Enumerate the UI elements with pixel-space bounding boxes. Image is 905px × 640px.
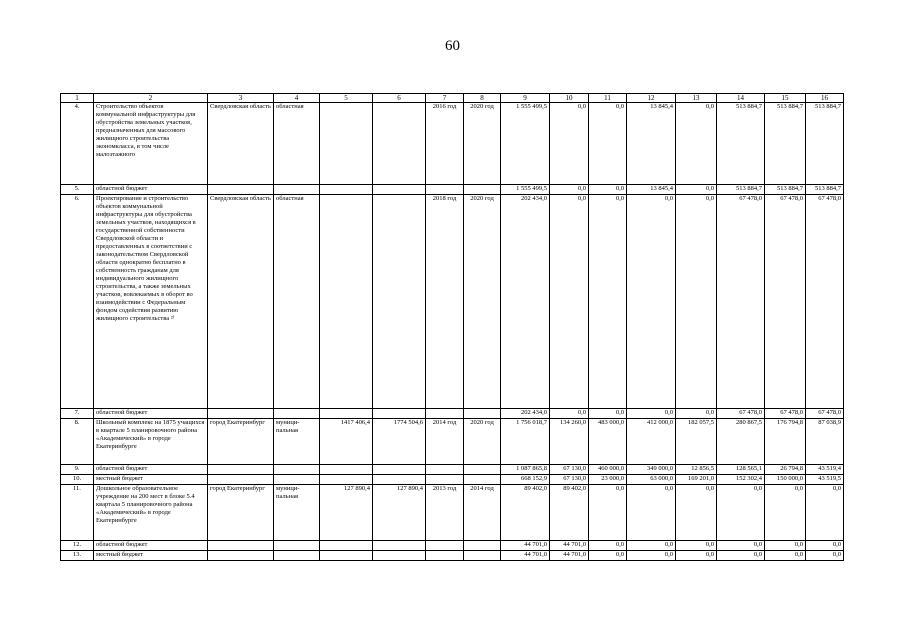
table-cell: муници-пальная [274,419,320,465]
table-cell: 0,0 [676,551,717,561]
table-cell: 89 402,0 [501,485,550,541]
table-row [61,409,844,419]
table-cell [208,475,274,485]
table-cell [373,465,426,475]
table-cell [274,409,320,419]
header-cell: 9 [501,94,550,103]
table-cell [274,475,320,485]
table-cell: 127 890,4 [373,485,426,541]
table-cell: 1774 504,6 [373,419,426,465]
header-cell: 4 [274,94,320,103]
table-cell: Школьный комплекс на 1875 учащихся в квартале 5 планировочного района «Академический» в городе Екатеринбурге [94,419,208,465]
table-cell: 67 478,0 [765,195,806,409]
table-cell: 2014 год [464,485,501,541]
table-cell: 1417 406,4 [320,419,373,465]
header-cell: 13 [676,94,717,103]
table-cell [373,409,426,419]
table-cell [373,103,426,185]
table-cell: 202 434,0 [501,409,550,419]
table-cell: 44 701,0 [550,541,589,551]
table-cell [208,541,274,551]
table-cell: 349 000,0 [627,465,676,475]
table-cell: 0,0 [765,485,806,541]
table-cell: 4. [61,103,94,185]
table-cell: местный бюджет [94,475,208,485]
table-cell: 23 000,0 [589,475,627,485]
table-cell: 6. [61,195,94,409]
header-cell: 7 [426,94,464,103]
table-cell: 2016 год [426,103,464,185]
header-cell: 16 [806,94,844,103]
table-cell [464,185,501,195]
table-cell: 10. [61,475,94,485]
table-cell: 460 000,0 [589,465,627,475]
table-cell [274,185,320,195]
table-cell: областная [274,103,320,185]
table-cell: областной бюджет [94,465,208,475]
table-cell [426,185,464,195]
table-cell [320,541,373,551]
table-cell: 0,0 [589,551,627,561]
table-cell: 513 884,7 [765,185,806,195]
table-row [61,485,844,541]
table-cell: 0,0 [676,185,717,195]
table-cell: 0,0 [589,185,627,195]
table-cell [373,195,426,409]
header-cell: 5 [320,94,373,103]
table-cell [373,185,426,195]
table-cell: 127 890,4 [320,485,373,541]
table-cell [426,409,464,419]
table-cell: 0,0 [589,103,627,185]
table-cell: 67 478,0 [717,195,765,409]
table-cell: 280 867,5 [717,419,765,465]
table-cell: 412 000,0 [627,419,676,465]
table-cell: 67 478,0 [765,409,806,419]
table-cell: город Екатеринбург [208,485,274,541]
table-cell: 134 260,0 [550,419,589,465]
table-cell: 44 701,0 [550,551,589,561]
table-cell: 1 555 499,5 [501,185,550,195]
table-cell: 13. [61,551,94,561]
table-cell: 513 884,7 [717,103,765,185]
table-cell: 44 701,0 [501,551,550,561]
table-cell: 152 302,4 [717,475,765,485]
table-body [61,94,844,561]
table-cell: 11. [61,485,94,541]
table-cell [208,551,274,561]
table-cell: 0,0 [717,485,765,541]
table-cell: 0,0 [627,551,676,561]
table-cell: 67 478,0 [806,195,844,409]
table-cell: город Екатеринбург [208,419,274,465]
table-cell: 0,0 [676,541,717,551]
table-cell: 0,0 [550,409,589,419]
table-cell [208,409,274,419]
table-cell [464,475,501,485]
table-cell: 0,0 [806,541,844,551]
table-cell: 513 884,7 [806,185,844,195]
table-cell: Строительство объектов коммунальной инфраструктуры для обустройства земельных участков, предназначенных для массового жилищного строительства экономкласса, в том числе малоэтажного [94,103,208,185]
table-cell: 43 519,5 [806,475,844,485]
table-cell: 87 038,9 [806,419,844,465]
table-cell: 150 000,0 [765,475,806,485]
table-cell: 26 794,8 [765,465,806,475]
table-cell: 0,0 [627,485,676,541]
table-cell [274,541,320,551]
table-cell [464,409,501,419]
table-cell: 0,0 [676,485,717,541]
table-cell: 0,0 [589,195,627,409]
table-cell: 0,0 [676,195,717,409]
table-cell: 0,0 [589,485,627,541]
table-cell [426,541,464,551]
table-cell: 12. [61,541,94,551]
table-cell: местный бюджет [94,551,208,561]
header-cell: 3 [208,94,274,103]
table-cell [426,465,464,475]
table-cell [373,551,426,561]
table-cell [320,103,373,185]
table-cell: Дошкольное образовательное учреждение на 200 мест в блоке 5.4 квартала 5 планировочного района «Академический» в городе Екатеринбурге [94,485,208,541]
table-cell: 513 884,7 [717,185,765,195]
table-cell: Свердловская область [208,195,274,409]
table-cell: 0,0 [765,551,806,561]
table-cell [274,465,320,475]
table-row [61,103,844,185]
table-cell: 2020 год [464,419,501,465]
table-cell: 67 130,0 [550,475,589,485]
table-cell: 0,0 [589,409,627,419]
table-cell [320,195,373,409]
table-cell: муници-пальная [274,485,320,541]
table-cell: 1 756 018,7 [501,419,550,465]
header-cell: 10 [550,94,589,103]
table-cell [373,541,426,551]
header-cell: 15 [765,94,806,103]
table-row [61,465,844,475]
table-cell: 513 884,7 [765,103,806,185]
table-cell: 2014 год [426,419,464,465]
budget-table [60,93,844,561]
table-cell [274,551,320,561]
table-cell [373,475,426,485]
table-cell: 67 130,0 [550,465,589,475]
table-cell: 8. [61,419,94,465]
table-cell [426,475,464,485]
table-row [61,419,844,465]
table-cell: 513 884,7 [806,103,844,185]
table-cell: 483 000,0 [589,419,627,465]
table-cell: 0,0 [765,541,806,551]
table-cell: 0,0 [627,195,676,409]
table-row [61,185,844,195]
header-cell: 2 [94,94,208,103]
table-cell: 13 845,4 [627,103,676,185]
header-cell: 6 [373,94,426,103]
header-cell: 12 [627,94,676,103]
header-cell: 14 [717,94,765,103]
table-cell [320,475,373,485]
table-cell [208,185,274,195]
table-cell [320,465,373,475]
table-cell [320,409,373,419]
table-cell: областной бюджет [94,185,208,195]
table-cell: 0,0 [717,541,765,551]
table-cell: областной бюджет [94,541,208,551]
table-cell: 13 845,4 [627,185,676,195]
table-cell: 5. [61,185,94,195]
table-cell: 0,0 [550,103,589,185]
table-cell: 67 478,0 [806,409,844,419]
table-cell: областная [274,195,320,409]
table-cell: 9. [61,465,94,475]
table-cell: 128 565,1 [717,465,765,475]
header-row [61,94,844,103]
table-cell: 2020 год [464,103,501,185]
header-cell: 1 [61,94,94,103]
table-cell: 0,0 [676,409,717,419]
table-cell [464,541,501,551]
table-cell: 67 478,0 [717,409,765,419]
table-cell: Свердловская область [208,103,274,185]
table-cell: 44 701,0 [501,541,550,551]
header-cell: 11 [589,94,627,103]
table-cell [464,551,501,561]
table-cell: 12 856,5 [676,465,717,475]
table-cell: областной бюджет [94,409,208,419]
table-cell [464,465,501,475]
table-cell: 0,0 [676,103,717,185]
table-cell: 2013 год [426,485,464,541]
table-cell: 0,0 [806,551,844,561]
table-row [61,541,844,551]
table-cell: 182 057,5 [676,419,717,465]
table-cell: 668 152,9 [501,475,550,485]
table-cell: 0,0 [806,485,844,541]
table-cell: 0,0 [627,409,676,419]
table-cell: 0,0 [550,195,589,409]
table-cell: 176 794,8 [765,419,806,465]
header-cell: 8 [464,94,501,103]
page-number: 60 [445,38,460,54]
table-cell [426,551,464,561]
table-row [61,195,844,409]
table-cell: 0,0 [550,185,589,195]
table-cell: 0,0 [627,541,676,551]
table-cell [320,185,373,195]
table-row [61,551,844,561]
table-cell: 7. [61,409,94,419]
table-cell: 63 000,0 [627,475,676,485]
table-cell [208,465,274,475]
table-cell: 2020 год [464,195,501,409]
table-row [61,475,844,485]
table-cell: 1 555 499,5 [501,103,550,185]
table-cell: 202 434,0 [501,195,550,409]
table-cell: Проектирование и строительство объектов коммунальной инфраструктуры для обустройства земельных участков, находящихся в государственной собственности Свердловской области и предоставленных в соответствии с законодательством Свердловской области однократно бесплатно в собственность гражданам для индивидуального жилищного строительства, а также земельных участков, вовлекаемых в оборот во взаимодействии с Федеральным фондом содействия развитию жилищного строительства ²⁾ [94,195,208,409]
table-cell: 1 087 865,8 [501,465,550,475]
table-cell: 0,0 [589,541,627,551]
table-cell: 169 201,0 [676,475,717,485]
table-cell: 0,0 [717,551,765,561]
table-cell [320,551,373,561]
table-cell: 43 519,4 [806,465,844,475]
table-cell: 2018 год [426,195,464,409]
table-cell: 89 402,0 [550,485,589,541]
